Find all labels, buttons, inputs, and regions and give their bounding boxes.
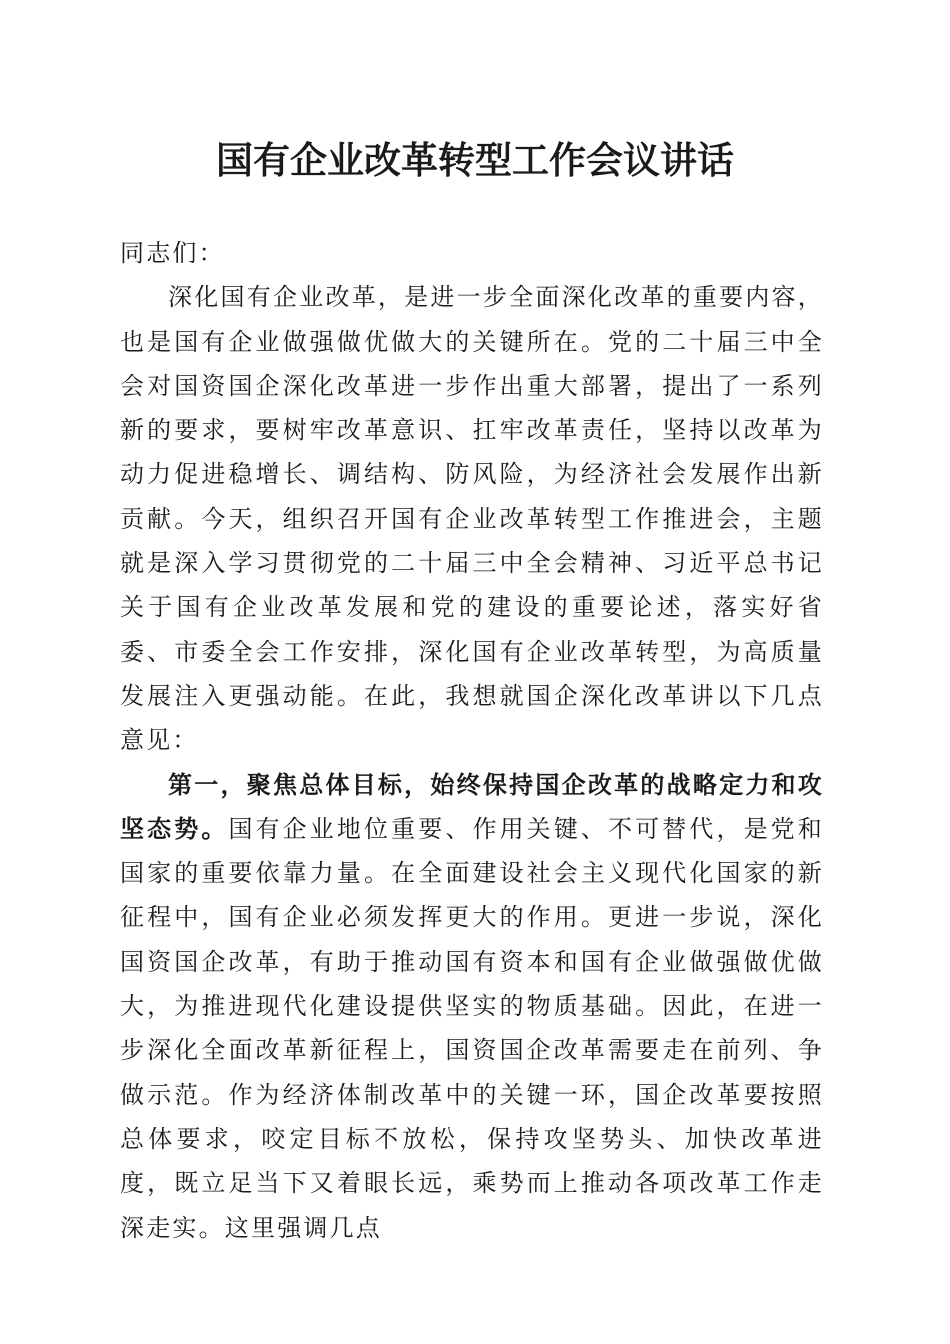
document-title: 国有企业改革转型工作会议讲话 bbox=[216, 138, 734, 182]
paragraph-intro: 深化国有企业改革，是进一步全面深化改革的重要内容，也是国有企业做强做优做大的关键所在。党的二十届三中全会对国资国企深化改革进一步作出重大部署，提出了一系列新的要求，要树牢改革意识、扛牢改革责任，坚持以改革为动力促进稳增长、调结构、防风险，为经济社会发展作出新贡献。今天，组织召开国有企业改革转型工作推进会，主题就是深入学习贯彻党的二十届三中全会精神、习近平总书记关于国有企业改革发展和党的建设的重要论述，落实好省委、市委全会工作安排，深化国有企业改革转型，为高质量发展注入更强动能。在此，我想就国企深化改革讲以下几点意见： bbox=[120, 283, 824, 755]
paragraph-lead-heading: 第一，聚焦总体目标，始终保持国企改革的战略定力和攻坚态势。 bbox=[120, 769, 824, 843]
document-body bbox=[120, 231, 824, 1250]
salutation: 同志们： bbox=[120, 239, 225, 267]
paragraph-first-point bbox=[120, 763, 824, 1250]
paragraph-body-text: 国有企业地位重要、作用关键、不可替代，是党和国家的重要依靠力量。在全面建设社会主义现代化国家的新征程中，国有企业必须发挥更大的作用。更进一步说，深化国资国企改革，有助于推动国有资本和国有企业做强做优做大，为推进现代化建设提供坚实的物质基础。因此，在进一步深化全面改革新征程上，国资国企改革需要走在前列、争做示范。作为经济体制改革中的关键一环，国企改革要按照总体要求，咬定目标不放松，保持攻坚势头、加快改革进度，既立足当下又着眼长远，乘势而上推动各项改革工作走深走实。这里强调几点 bbox=[120, 814, 824, 1242]
